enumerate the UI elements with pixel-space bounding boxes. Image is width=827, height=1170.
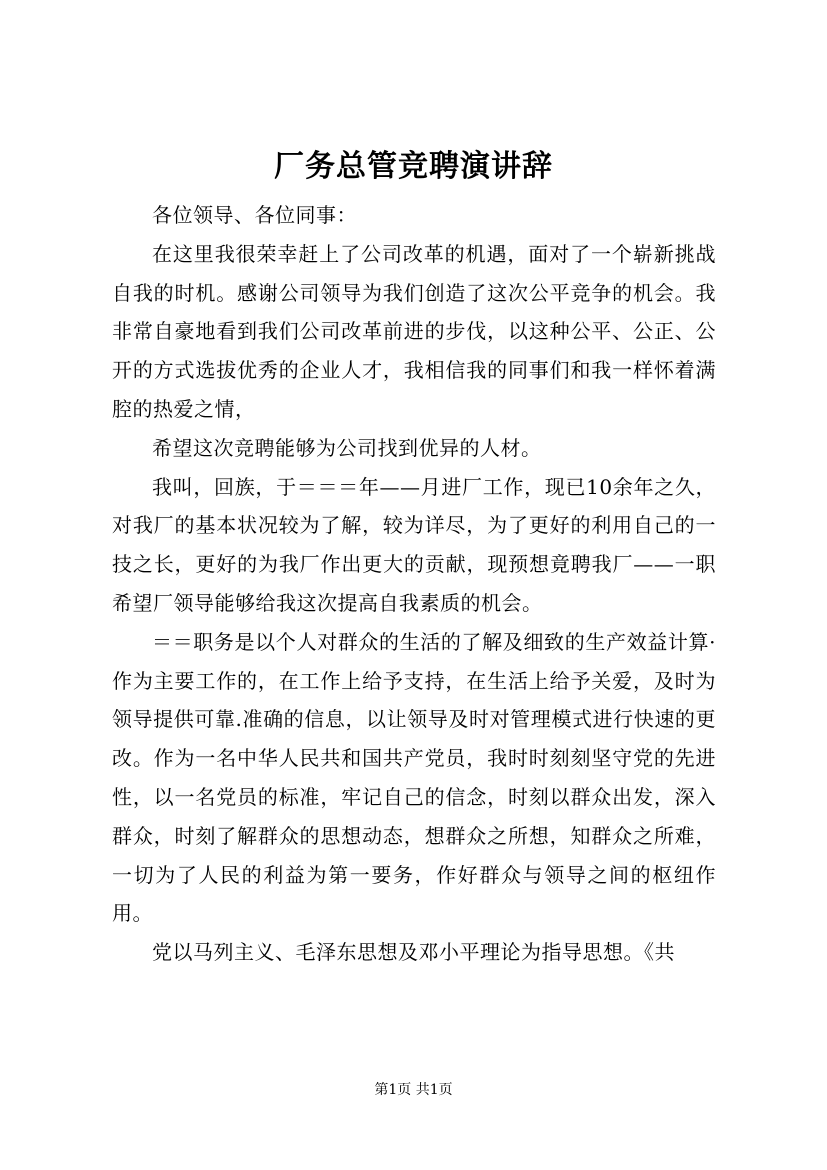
body-paragraph: 我叫，回族，于＝＝＝年——月进厂工作，现已10余年之久，对我厂的基本状况较为了解，较为详尽，为了更好的利用自己的一技之长，更好的为我厂作出更大的贡献，现预想竟聘我厂——一职希望厂领导能够给我这次提高自我素质的机会。: [112, 474, 716, 615]
body-paragraph: 党以马列主义、毛泽东思想及邓小平理论为指导思想。《共: [152, 940, 675, 965]
page-footer: 第1页 共1页: [374, 1082, 453, 1098]
body-paragraph: ＝＝职务是以个人对群众的生活的了解及细致的生产效益计算·作为主要工作的，在工作上给予支持，在生活上给予关爱，及时为领导提供可靠.准确的信息，以让领导及时对管理模式进行快速的更改。作为一名中华人民共和国共产党员，我时时刻刻坚守党的先进性，以一名党员的标准，牢记自己的信念，时刻以群众出发，深入群众，时刻了解群众的思想动态，想群众之所想，知群众之所难，一切为了人民的利益为第一要务，作好群众与领导之间的枢纽作用。: [112, 629, 716, 926]
document-title: 厂务总管竞聘演讲辞: [274, 149, 553, 184]
body-paragraph: 在这里我很荣幸赶上了公司改革的机遇，面对了一个崭新挑战自我的时机。感谢公司领导为我们创造了这次公平竞争的机会。我非常自豪地看到我们公司改革前进的步伐，以这种公平、公正、公开的方式选拔优秀的企业人才，我相信我的同事们和我一样怀着满腔的热爱之情，: [112, 241, 716, 421]
salutation-paragraph: 各位领导、各位同事：: [152, 203, 357, 227]
body-paragraph: 希望这次竞聘能够为公司找到优异的人材。: [152, 435, 542, 460]
document-body: [112, 196, 716, 972]
